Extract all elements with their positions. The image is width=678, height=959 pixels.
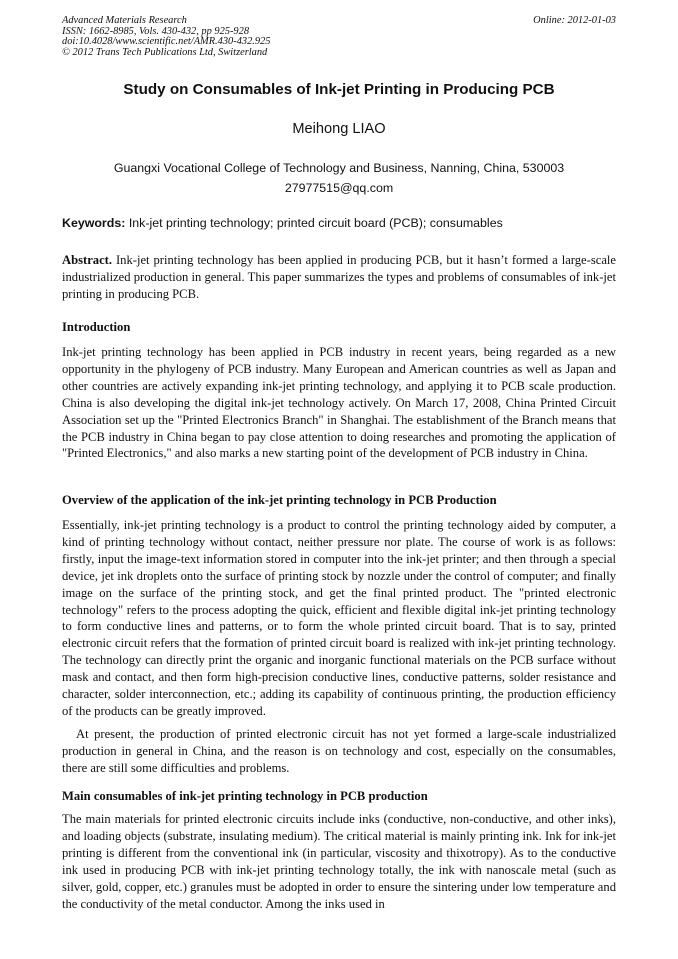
author-name: Meihong LIAO (292, 121, 386, 137)
doi-line: doi:10.4028/www.scientific.net/AMR.430-432.925 (62, 36, 271, 48)
section-heading-introduction: Introduction (62, 320, 131, 334)
abstract-text: Ink-jet printing technology has been applied in producing PCB, but it hasn’t formed a large-scale industrialized production in general. This paper summarizes the types and problems of consumables of ink-jet printing in producing PCB. (62, 253, 616, 301)
author-affiliation: Guangxi Vocational College of Technology and Business, Nanning, China, 530003 (113, 161, 565, 175)
online-date: Online: 2012-01-03 (533, 15, 616, 26)
abstract-label: Abstract. (62, 253, 113, 267)
author-email: 27977515@qq.com (284, 181, 394, 195)
issn-line: ISSN: 1662-8985, Vols. 430-432, pp 925-928 (62, 25, 250, 37)
journal-name: Advanced Materials Research (62, 15, 187, 26)
abstract (62, 252, 616, 303)
keywords-label: Keywords: (62, 216, 126, 230)
section-heading-overview: Overview of the application of the ink-jet printing technology in PCB Production (62, 493, 497, 507)
overview-paragraph-2: At present, the production of printed electronic circuit has not yet formed a large-scale industrialized production in general in China, and the reason is on technology and cost, especially on the consumables, there are still some difficulties and problems. (62, 727, 616, 775)
consumables-paragraph: The main materials for printed electronic circuits include inks (conductive, non-conductive, and other inks), and loading objects (substrate, insulating medium). The critical material is mainly printing ink. Ink for ink-jet printing is different from the conventional ink (in particular, viscosity and thixotropy). As to the conductive ink used in producing PCB with ink-jet printing technology totally, the ink with nanoscale metal (such as silver, gold, copper, etc.) granules must be adopted in order to ensure the sintering under low temperature and the conductivity of the metal conductor. Among the inks used in (62, 812, 616, 911)
overview-paragraph-1: Essentially, ink-jet printing technology is a product to control the printing technology aided by computer, a kind of printing technology without contact, neither pressure nor plate. The course of work is as follows: firstly, input the image-text information stored in computer into the ink-jet printer; and then through a special device, jet ink droplets onto the surface of printing stock by nozzle under the control of computer; and finally image on the surface of the printing stock, and get the final printed product. The "printed electronic technology" refers to the process adopting the quick, efficient and flexible digital ink-jet printing technology to form conductive lines and patterns, or to form the whole printed circuit board. That is to say, printed electronic circuit refers that the formation of printed circuit board is realized with ink-jet printing technology. The technology can directly print the organic and inorganic functional materials on the PCB surface without mask and contact, and then form high-precision conductive lines, conductive patterns, solder resistance and character, solder interconnection, etc.; adding its capability of continuous printing, the production efficiency of the products can be greatly improved. (62, 518, 616, 718)
introduction-paragraph: Ink-jet printing technology has been applied in PCB industry in recent years, being regarded as a new opportunity in the phylogeny of PCB industry. Many European and American countries as well as Japan and other countries are actively expanding ink-jet printing technology, and applying it to PCB scale production. China is also developing the digital ink-jet technology actively. On March 17, 2008, China Printed Circuit Association set up the "Printed Electronics Branch" in Shanghai. The establishment of the Branch means that the PCB industry in China began to pay close attention to doing researches and promoting the application of "Printed Electronics," and also marks a new starting point of the development of PCB industry in China. (62, 345, 616, 461)
keywords (62, 216, 616, 230)
paper-title: Study on Consumables of Ink-jet Printing in Producing PCB (123, 81, 555, 98)
keywords-text: Ink-jet printing technology; printed circuit board (PCB); consumables (128, 216, 503, 230)
copyright-line: © 2012 Trans Tech Publications Ltd, Switzerland (62, 46, 268, 58)
journal-header (62, 16, 616, 58)
section-heading-consumables: Main consumables of ink-jet printing technology in PCB production (62, 789, 428, 803)
